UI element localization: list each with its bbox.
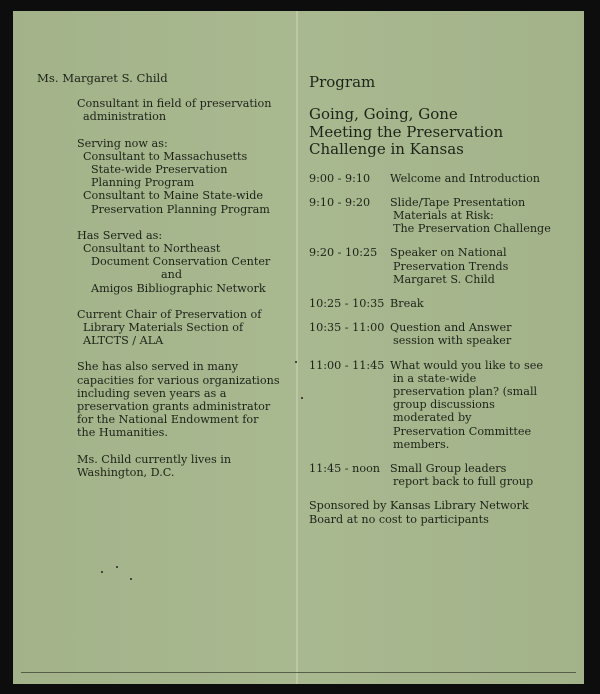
schedule-row [309,172,559,185]
schedule-time: 10:25 - 10:35 [309,296,385,310]
bio-line: including seven years as a [77,386,227,400]
ink-speck [101,571,103,573]
description-line: Margaret S. Child [393,272,495,286]
bio-line: preservation grants administrator [77,400,271,414]
section-heading: Serving now as: [77,136,168,150]
bio-line: Consultant to Maine State-wide [83,189,263,203]
description-line: report back to full group [393,475,534,489]
description-line: session with speaker [393,334,512,348]
schedule-description [390,462,559,488]
description-line: Small Group leaders [390,461,507,475]
description-line: Break [390,296,424,310]
schedule-time: 11:00 - 11:45 [309,358,385,372]
description-line: in a state-wide [393,371,477,385]
description-line: Welcome and Introduction [390,171,541,185]
schedule-list [309,172,559,489]
ink-speck [116,566,118,568]
description-line: Speaker on National [390,246,507,260]
residence-section [77,453,282,479]
bio-line: Consultant to Northeast [83,242,221,256]
schedule-row [309,196,559,236]
bio-line: Planning Program [91,176,195,190]
section-heading: Has Served as: [77,228,163,242]
schedule-time: 11:45 - noon [309,461,381,475]
role-line: Consultant in field of preservation [77,97,272,111]
has-served-section [77,229,282,295]
bio-line: Library Materials Section of [83,321,244,335]
description-line: Question and Answer [390,321,512,335]
bio-line: Preservation Planning Program [91,202,270,216]
sponsor-note [309,499,559,525]
bio-line: Washington, D.C. [77,465,175,479]
schedule-row [309,297,559,310]
program-title [309,106,559,159]
schedule-description [390,246,559,286]
schedule-row [309,359,559,451]
bio-line: ALTCTS / ALA [83,334,164,348]
bio-line: Ms. Child currently lives in [77,452,232,466]
schedule-row [309,246,559,286]
schedule-description [390,172,559,185]
description-line: The Preservation Challenge [393,222,551,236]
schedule-time: 10:35 - 11:00 [309,321,385,335]
schedule-description [390,196,559,236]
schedule-row [309,321,559,347]
sponsor-line: Sponsored by Kansas Library Network [309,499,529,513]
schedule-time: 9:20 - 10:25 [309,246,378,260]
bio-line: Amigos Bibliographic Network [91,281,266,295]
bio-line: Consultant to Massachusetts [83,149,248,163]
schedule-description [390,321,559,347]
description-line: preservation plan? (small [393,384,538,398]
bottom-rule [21,672,576,673]
bio-line: for the National Endowment for [77,413,259,427]
description-line: Preservation Trends [393,259,509,273]
bio-line: capacities for various organizations [77,373,280,387]
sponsor-line: Board at no cost to participants [309,512,489,526]
ink-speck [301,397,303,399]
program-heading: Program [309,73,376,91]
schedule-description [390,359,559,451]
description-line: Slide/Tape Presentation [390,195,526,209]
title-line: Meeting the Preservation [309,122,504,141]
schedule-time: 9:00 - 9:10 [309,171,371,185]
bio-line: and [161,268,183,282]
description-line: moderated by [393,411,472,425]
speaker-name: Ms. Margaret S. Child [37,71,168,85]
bio-line: State-wide Preservation [91,163,228,177]
schedule-time: 9:10 - 9:20 [309,195,371,209]
ink-speck [295,361,297,363]
bio-line: the Humanities. [77,426,168,440]
description-line: What would you like to see [390,358,543,372]
role-line: administration [83,110,167,124]
current-chair-section [77,308,282,348]
title-line: Going, Going, Gone [309,105,458,123]
description-line: members. [393,437,450,451]
speaker-bio [37,72,282,492]
fold-line [296,11,298,684]
role-section [77,97,282,123]
description-line: Materials at Risk: [393,208,494,222]
schedule-row [309,462,559,488]
also-served-section [77,360,282,439]
bio-line: She has also served in many [77,360,239,374]
serving-now-section [77,137,282,216]
description-line: group discussions [393,398,495,412]
description-line: Preservation Committee [393,424,532,438]
bio-line: Document Conservation Center [91,255,271,269]
schedule-description [390,297,559,310]
bio-line: Current Chair of Preservation of [77,307,262,321]
title-line: Challenge in Kansas [309,140,464,158]
program-panel [309,73,559,526]
ink-speck [130,578,132,580]
